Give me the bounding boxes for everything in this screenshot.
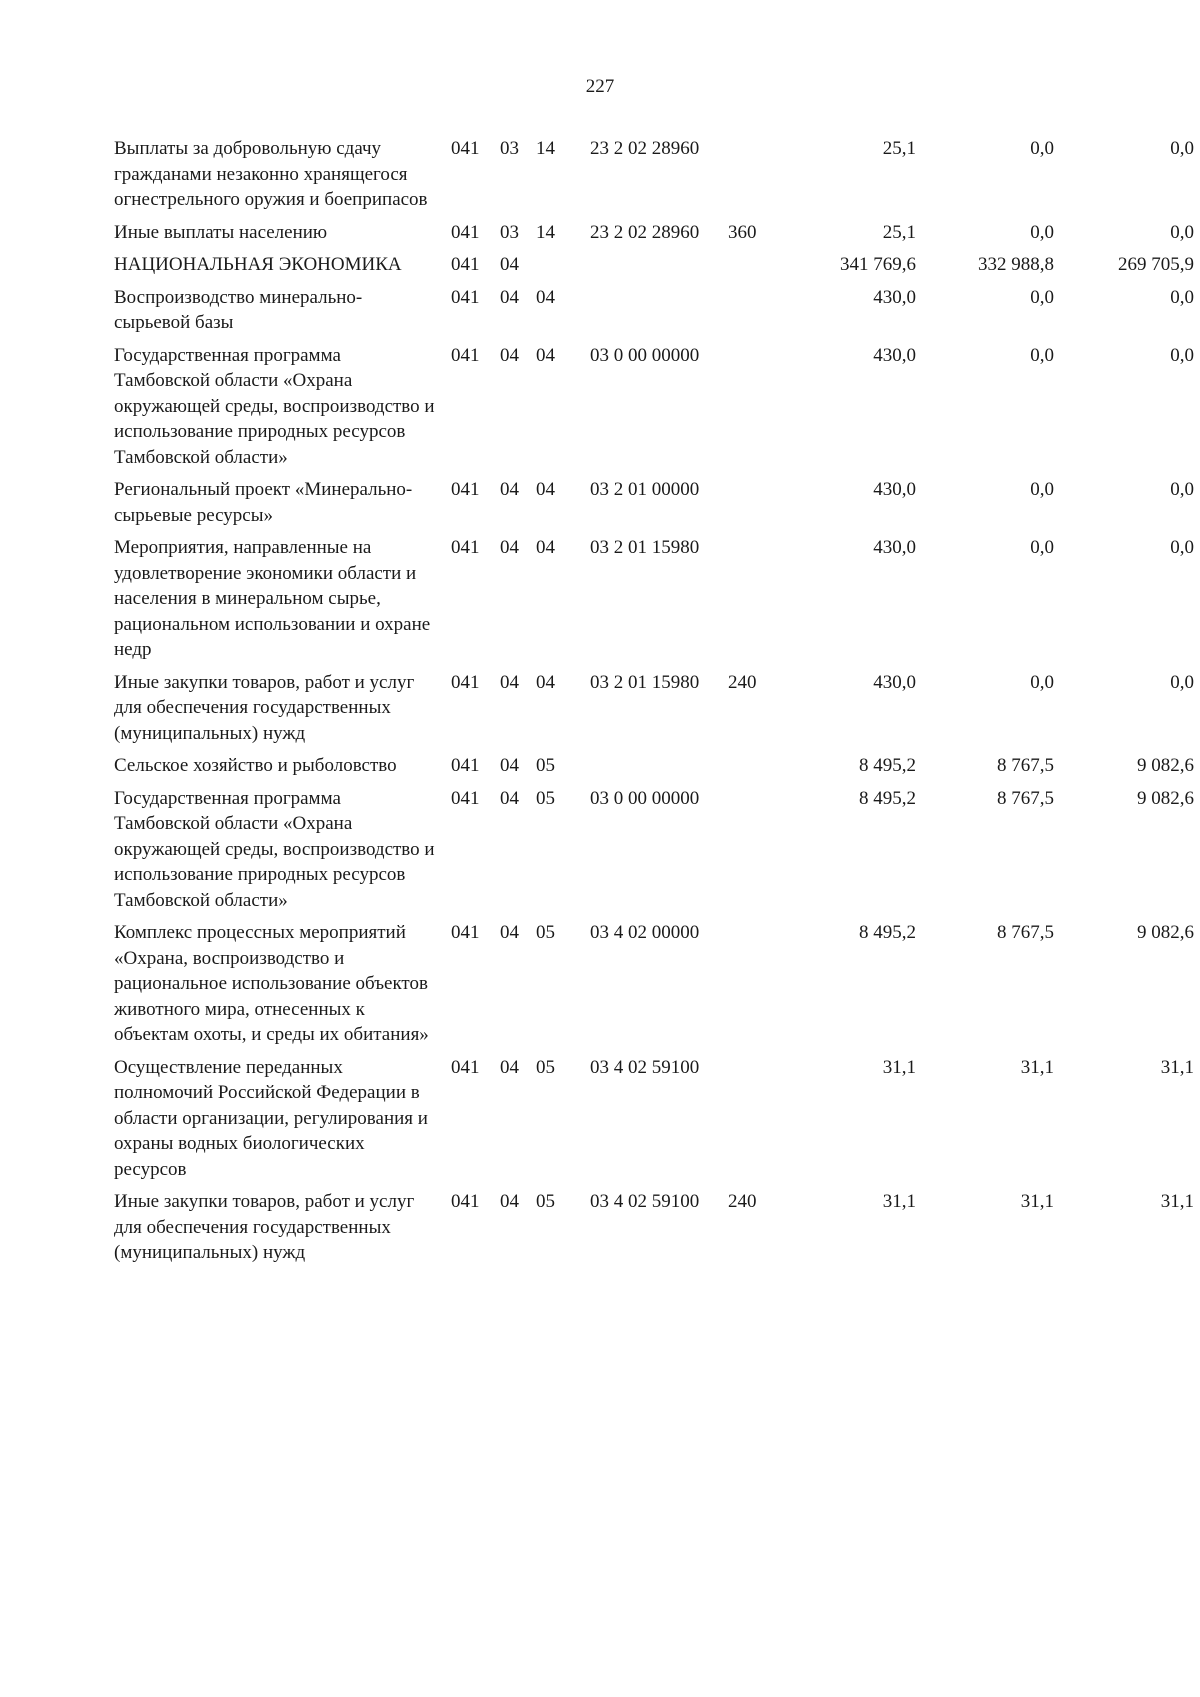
row-name: Иные закупки товаров, работ и услуг для обеспечения государственных (муниципальных) нужд xyxy=(114,1191,415,1263)
row-amount-3: 31,1 xyxy=(1160,1191,1194,1212)
row-name: Иные выплаты населению xyxy=(114,221,328,243)
row-name: НАЦИОНАЛЬНАЯ ЭКОНОМИКА xyxy=(114,254,402,275)
row-name: Выплаты за добровольную сдачу гражданами незаконно хранящегося огнестрельного оружия и боеприпасов xyxy=(114,138,428,210)
row-amount-1: 8 495,2 xyxy=(859,787,916,809)
row-expense-type: 240 xyxy=(728,671,757,693)
row-amount-2: 0,0 xyxy=(1030,221,1054,243)
row-amount-2: 31,1 xyxy=(1020,1056,1054,1078)
row-subsection-code: 04 xyxy=(536,537,555,558)
row-subsection-code: 14 xyxy=(536,138,555,159)
row-section-code: 04 xyxy=(500,922,519,943)
row-admin-code: 041 xyxy=(451,1191,480,1212)
row-amount-2: 0,0 xyxy=(1030,286,1054,308)
row-subsection-code: 04 xyxy=(536,286,555,308)
row-amount-2: 0,0 xyxy=(1030,138,1054,159)
row-section-code: 04 xyxy=(500,1056,519,1078)
row-amount-1: 25,1 xyxy=(882,221,916,243)
table-row xyxy=(114,753,1194,786)
table-row xyxy=(114,786,1194,921)
table-row xyxy=(114,535,1194,670)
row-section-code: 04 xyxy=(500,671,519,693)
row-name: Государственная программа Тамбовской области «Охрана окружающей среды, воспроизводство и использование природных ресурсов Тамбовской области» xyxy=(114,787,435,911)
row-amount-3: 0,0 xyxy=(1170,671,1194,693)
row-admin-code: 041 xyxy=(451,755,480,776)
row-subsection-code: 04 xyxy=(536,344,555,366)
row-amount-3: 0,0 xyxy=(1170,537,1194,558)
row-admin-code: 041 xyxy=(451,671,480,693)
row-expense-type: 360 xyxy=(728,221,757,243)
row-target-code: 03 2 01 00000 xyxy=(590,479,700,500)
row-admin-code: 041 xyxy=(451,138,480,159)
row-target-code: 03 2 01 15980 xyxy=(590,537,700,558)
row-section-code: 04 xyxy=(500,787,519,809)
row-name: Воспроизводство минерально-сырьевой базы xyxy=(114,286,363,333)
row-admin-code: 041 xyxy=(451,221,480,243)
row-admin-code: 041 xyxy=(451,922,480,943)
row-amount-1: 430,0 xyxy=(873,286,916,308)
table-row xyxy=(114,1055,1194,1190)
row-amount-2: 0,0 xyxy=(1030,537,1054,558)
row-section-code: 04 xyxy=(500,1191,519,1212)
row-amount-3: 9 082,6 xyxy=(1137,787,1194,809)
row-amount-3: 31,1 xyxy=(1160,1056,1194,1078)
row-subsection-code: 05 xyxy=(536,755,555,776)
row-amount-1: 31,1 xyxy=(882,1191,916,1212)
row-target-code: 23 2 02 28960 xyxy=(590,221,700,243)
row-section-code: 04 xyxy=(500,254,519,275)
row-target-code: 03 4 02 59100 xyxy=(590,1191,700,1212)
row-subsection-code: 04 xyxy=(536,671,555,693)
table-row xyxy=(114,220,1194,253)
row-subsection-code: 05 xyxy=(536,922,555,943)
row-admin-code: 041 xyxy=(451,286,480,308)
row-expense-type: 240 xyxy=(728,1191,757,1212)
row-name: Иные закупки товаров, работ и услуг для обеспечения государственных (муниципальных) нужд xyxy=(114,671,415,744)
page-number: 227 xyxy=(585,76,615,97)
row-amount-3: 0,0 xyxy=(1170,344,1194,366)
row-amount-2: 0,0 xyxy=(1030,479,1054,500)
row-target-code: 03 4 02 59100 xyxy=(590,1056,700,1078)
row-amount-1: 430,0 xyxy=(873,537,916,558)
table-row xyxy=(114,343,1194,478)
row-amount-2: 0,0 xyxy=(1030,671,1054,693)
row-target-code: 03 4 02 00000 xyxy=(590,922,700,943)
row-amount-3: 0,0 xyxy=(1170,479,1194,500)
row-admin-code: 041 xyxy=(451,537,480,558)
row-amount-3: 269 705,9 xyxy=(1118,254,1194,275)
row-amount-1: 25,1 xyxy=(882,138,916,159)
row-amount-2: 0,0 xyxy=(1030,344,1054,366)
table-row xyxy=(114,136,1194,220)
row-amount-3: 0,0 xyxy=(1170,221,1194,243)
row-amount-2: 8 767,5 xyxy=(997,922,1054,943)
row-section-code: 04 xyxy=(500,479,519,500)
row-subsection-code: 14 xyxy=(536,221,555,243)
row-subsection-code: 04 xyxy=(536,479,555,500)
table-row xyxy=(114,285,1194,343)
row-section-code: 04 xyxy=(500,755,519,776)
budget-table xyxy=(114,136,1194,1273)
row-amount-3: 0,0 xyxy=(1170,286,1194,308)
table-row xyxy=(114,1189,1194,1273)
row-amount-1: 8 495,2 xyxy=(859,755,916,776)
row-amount-1: 31,1 xyxy=(882,1056,916,1078)
row-amount-1: 8 495,2 xyxy=(859,922,916,943)
row-target-code: 03 2 01 15980 xyxy=(590,671,700,693)
row-subsection-code: 05 xyxy=(536,787,555,809)
row-amount-1: 430,0 xyxy=(873,479,916,500)
row-amount-2: 8 767,5 xyxy=(997,787,1054,809)
row-amount-1: 430,0 xyxy=(873,344,916,366)
row-name: Сельское хозяйство и рыболовство xyxy=(114,755,397,776)
row-admin-code: 041 xyxy=(451,787,480,809)
row-amount-3: 0,0 xyxy=(1170,138,1194,159)
row-section-code: 03 xyxy=(500,221,519,243)
row-admin-code: 041 xyxy=(451,254,480,275)
row-amount-2: 332 988,8 xyxy=(978,254,1054,275)
row-subsection-code: 05 xyxy=(536,1191,555,1212)
row-target-code: 23 2 02 28960 xyxy=(590,138,700,159)
row-amount-2: 8 767,5 xyxy=(997,755,1054,776)
table-row xyxy=(114,477,1194,535)
row-target-code: 03 0 00 00000 xyxy=(590,344,700,366)
row-name: Комплекс процессных мероприятий «Охрана, воспроизводство и рациональное использование объектов животного мира, отнесенных к объектам охоты, и среды их обитания» xyxy=(114,922,429,1045)
row-section-code: 04 xyxy=(500,537,519,558)
row-subsection-code: 05 xyxy=(536,1056,555,1078)
row-name: Государственная программа Тамбовской области «Охрана окружающей среды, воспроизводство и использование природных ресурсов Тамбовской области» xyxy=(114,344,435,468)
row-target-code: 03 0 00 00000 xyxy=(590,787,700,809)
row-amount-1: 430,0 xyxy=(873,671,916,693)
row-admin-code: 041 xyxy=(451,1056,480,1078)
table-row xyxy=(114,252,1194,285)
row-section-code: 04 xyxy=(500,286,519,308)
row-section-code: 03 xyxy=(500,138,519,159)
row-admin-code: 041 xyxy=(451,479,480,500)
row-name: Осуществление переданных полномочий Российской Федерации в области организации, регулирования и охраны водных биологических ресурсов xyxy=(114,1056,428,1180)
row-amount-2: 31,1 xyxy=(1020,1191,1054,1212)
row-admin-code: 041 xyxy=(451,344,480,366)
row-name: Региональный проект «Минерально-сырьевые ресурсы» xyxy=(114,479,413,526)
row-name: Мероприятия, направленные на удовлетворение экономики области и населения в минеральном сырье, рациональном использовании и охране недр xyxy=(114,537,431,660)
row-section-code: 04 xyxy=(500,344,519,366)
table-row xyxy=(114,670,1194,754)
table-row xyxy=(114,920,1194,1055)
row-amount-1: 341 769,6 xyxy=(840,254,916,275)
row-amount-3: 9 082,6 xyxy=(1137,755,1194,776)
row-amount-3: 9 082,6 xyxy=(1137,922,1194,943)
